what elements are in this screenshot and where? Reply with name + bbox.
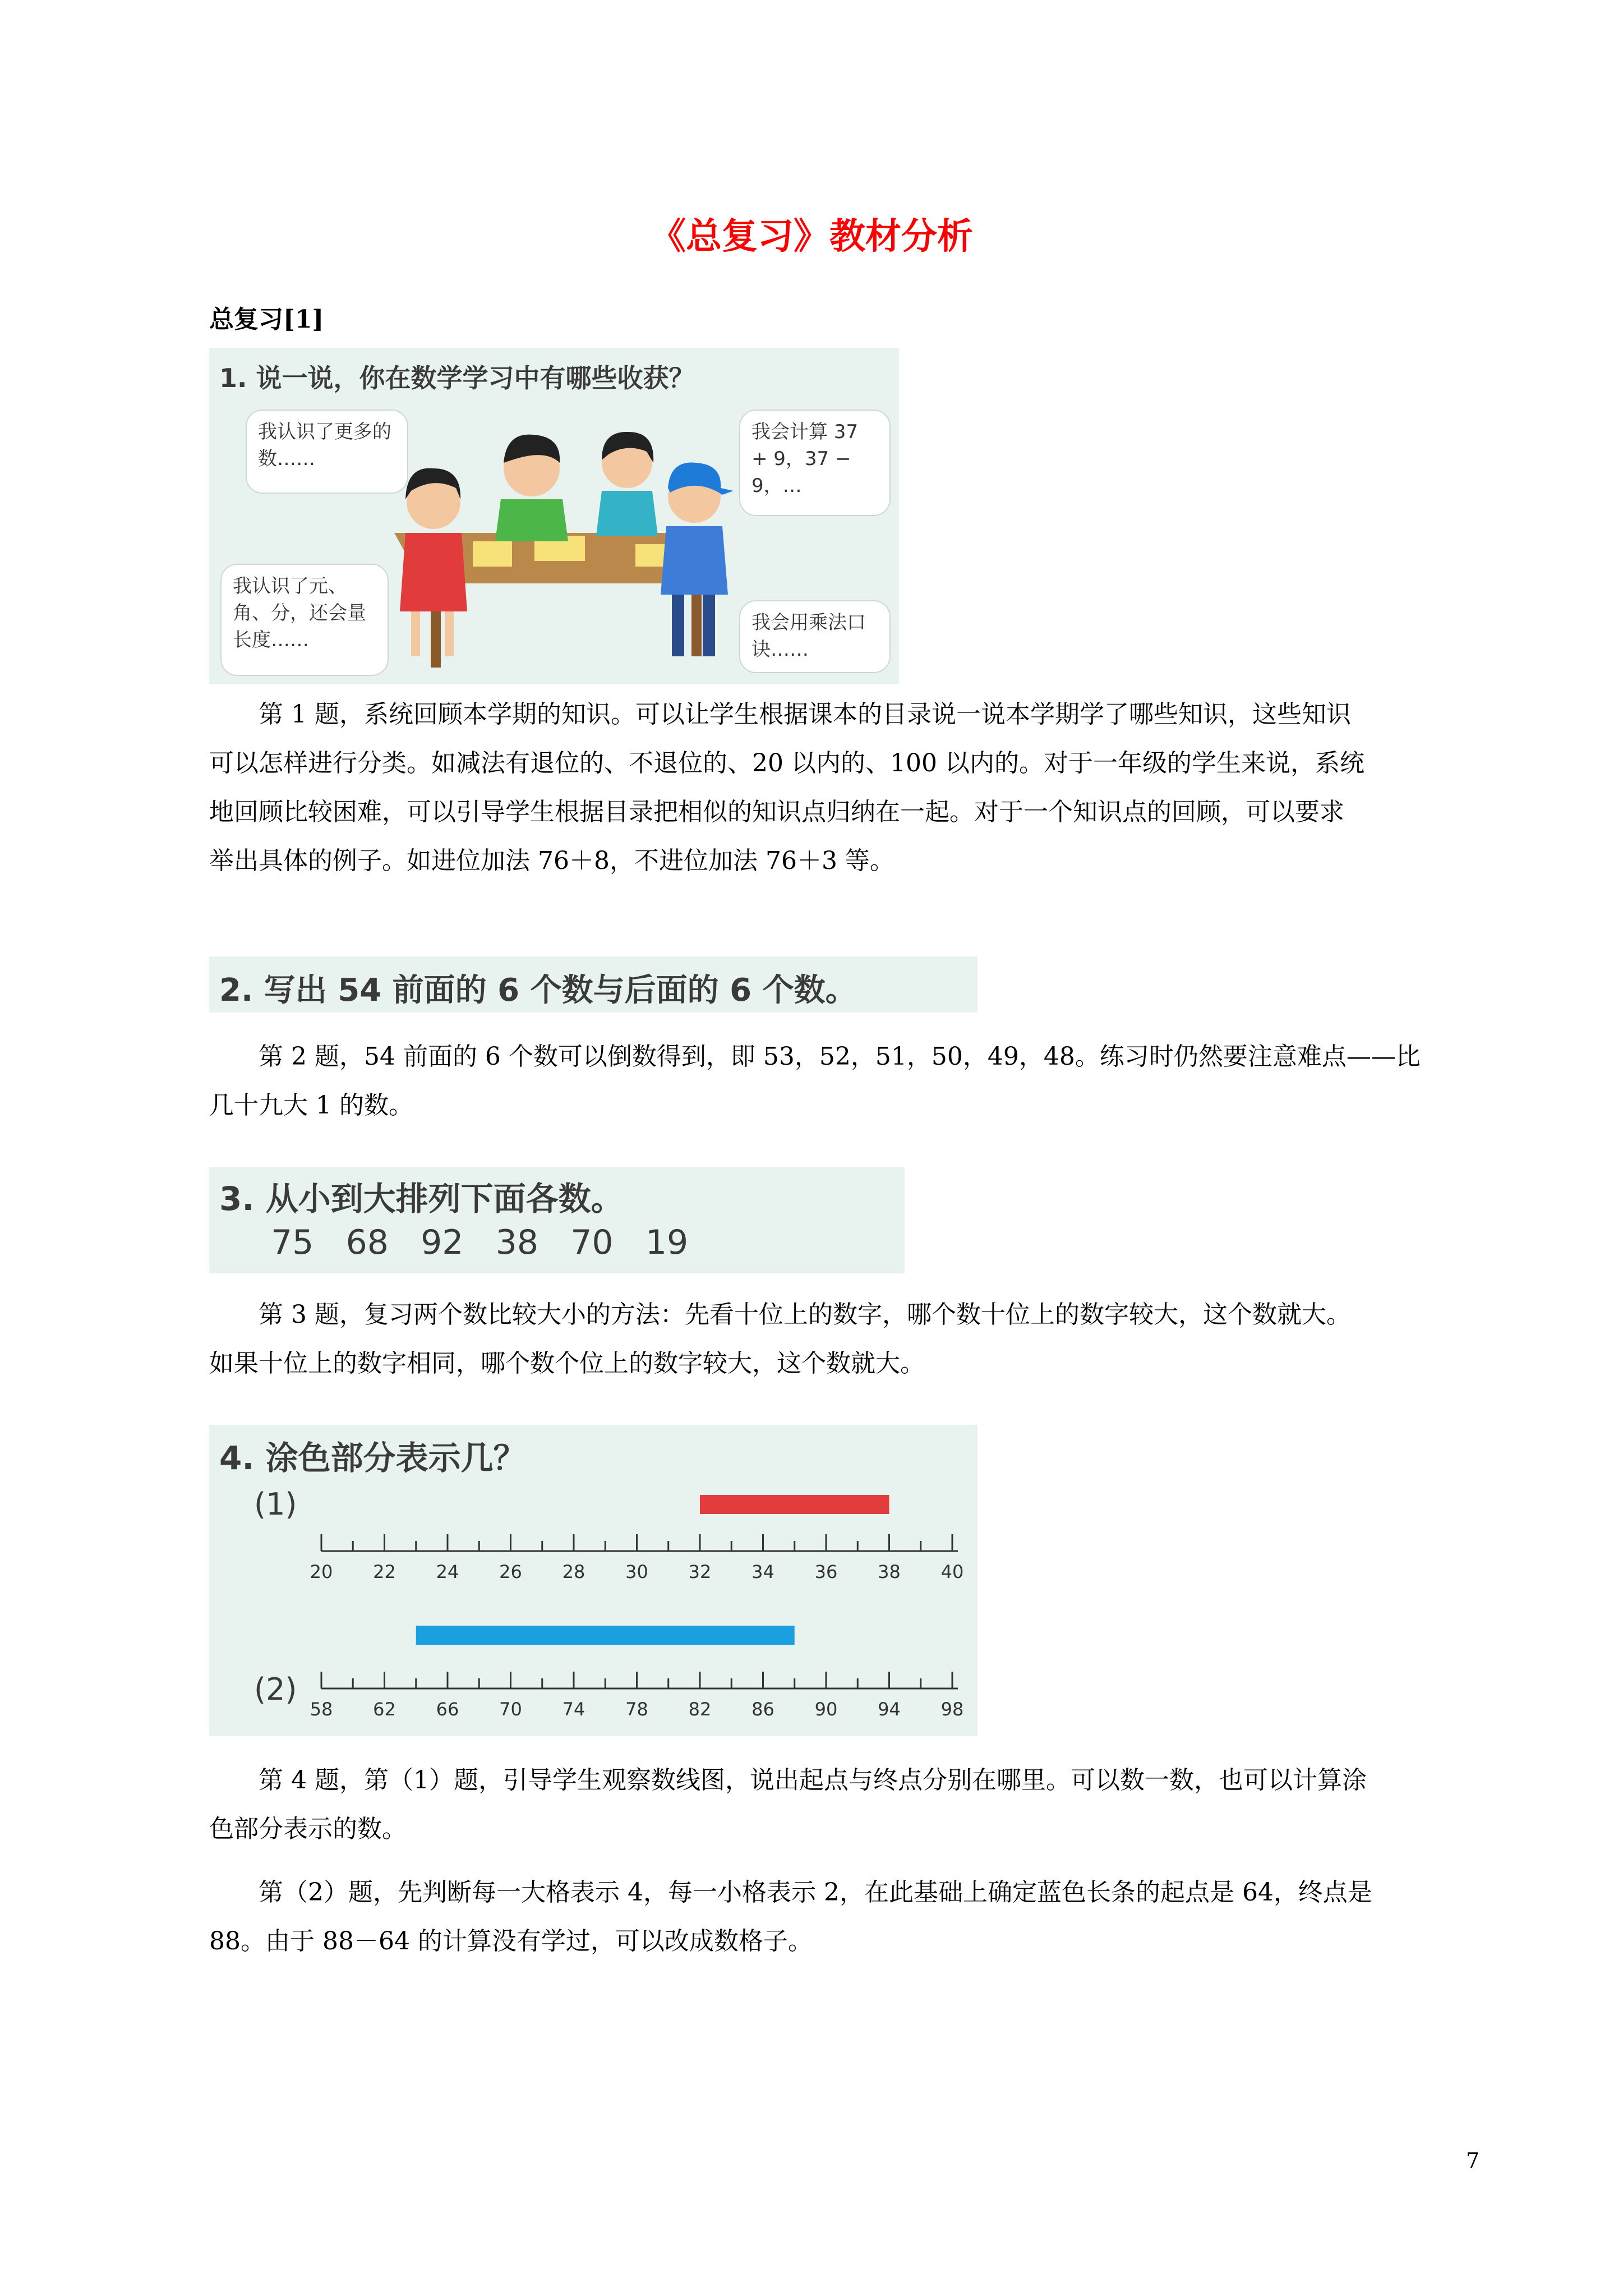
text-line: 可以怎样进行分类。如减法有退位的、不退位的、20 以内的、100 以内的。对于一年级的学生来说，系统 bbox=[209, 749, 1364, 777]
number-line-1-tick-label: 22 bbox=[373, 1561, 396, 1582]
number-line-1-tick-label: 24 bbox=[436, 1561, 459, 1582]
part-1-label: (1) bbox=[254, 1487, 297, 1522]
number-line-1-tick-label: 36 bbox=[814, 1561, 838, 1582]
q2-paragraph bbox=[209, 1032, 1488, 1130]
number-line-2-tick-label: 82 bbox=[688, 1699, 712, 1720]
number-line-2-tick-label: 70 bbox=[499, 1699, 522, 1720]
number-line-2-tick-label: 78 bbox=[625, 1699, 648, 1720]
speech-bubble-1: 我认识了更多的数…… bbox=[246, 409, 408, 494]
text-line: 第（2）题，先判断每一大格表示 4，每一小格表示 2，在此基础上确定蓝色长条的起点是 64，终点是 bbox=[259, 1878, 1372, 1907]
number-line-1-tick-label: 40 bbox=[940, 1561, 964, 1582]
q1-paragraph bbox=[209, 690, 1488, 885]
q3-paragraph bbox=[209, 1290, 1488, 1388]
speech-bubble-2: 我会计算 37 + 9，37 − 9，… bbox=[739, 409, 891, 516]
text-line: 第 1 题，系统回顾本学期的知识。可以让学生根据课本的目录说一说本学期学了哪些知识，这些知识 bbox=[259, 700, 1351, 729]
number-line-2-tick-label: 58 bbox=[310, 1699, 333, 1720]
speech-bubble-4: 我会用乘法口诀…… bbox=[739, 600, 891, 673]
text-line: 如果十位上的数字相同，哪个数个位上的数字较大，这个数就大。 bbox=[209, 1349, 925, 1378]
number-line-2-tick-label: 66 bbox=[436, 1699, 459, 1720]
text-line: 地回顾比较困难，可以引导学生根据目录把相似的知识点归纳在一起。对于一个知识点的回顾，可以要求 bbox=[209, 798, 1344, 826]
text-line: 第 4 题，第（1）题，引导学生观察数线图，说出起点与终点分别在哪里。可以数一数，也可以计算涂 bbox=[259, 1766, 1367, 1795]
number-line-2-tick-label: 98 bbox=[940, 1699, 964, 1720]
number-line-2-tick-label: 94 bbox=[878, 1699, 901, 1720]
q1-question: 1. 说一说，你在数学学习中有哪些收获？ bbox=[219, 363, 695, 393]
text-line: 色部分表示的数。 bbox=[209, 1815, 407, 1843]
page-title: 《总复习》教材分析 bbox=[650, 216, 973, 257]
q4-number-line-panel bbox=[209, 1425, 978, 1736]
number-line-1-tick-label: 28 bbox=[562, 1561, 585, 1582]
q3-question-panel bbox=[209, 1167, 905, 1273]
q4-question: 4. 涂色部分表示几？ bbox=[219, 1439, 526, 1477]
q4-paragraph-2 bbox=[209, 1868, 1488, 1966]
q2-question-panel bbox=[209, 956, 978, 1013]
section-label: 总复习[1] bbox=[209, 305, 324, 334]
number-line-2-shaded-bar bbox=[416, 1626, 795, 1645]
text-line: 88。由于 88－64 的计算没有学过，可以改成数格子。 bbox=[209, 1927, 813, 1955]
number-line-1-tick-label: 30 bbox=[625, 1561, 648, 1582]
part-2-label: (2) bbox=[254, 1672, 297, 1707]
text-line: 第 3 题，复习两个数比较大小的方法：先看十位上的数字，哪个数十位上的数字较大，这个数就大。 bbox=[259, 1300, 1351, 1329]
text-line: 举出具体的例子。如进位加法 76＋8，不进位加法 76＋3 等。 bbox=[209, 846, 895, 875]
number-line-1-tick-label: 32 bbox=[688, 1561, 712, 1582]
q3-numbers: 75 68 92 38 70 19 bbox=[271, 1223, 689, 1262]
q2-question: 2. 写出 54 前面的 6 个数与后面的 6 个数。 bbox=[219, 972, 857, 1009]
q1-illustration bbox=[209, 348, 899, 684]
number-line-2-tick-label: 62 bbox=[373, 1699, 396, 1720]
number-line-1-tick-label: 34 bbox=[751, 1561, 774, 1582]
number-line-2-tick-label: 74 bbox=[562, 1699, 585, 1720]
speech-bubble-3: 我认识了元、角、分，还会量长度…… bbox=[220, 564, 389, 676]
number-line-2-tick-label: 90 bbox=[814, 1699, 838, 1720]
number-line-1-tick-label: 20 bbox=[310, 1561, 333, 1582]
children-at-table-illustration bbox=[209, 348, 899, 684]
text-line: 第 2 题，54 前面的 6 个数可以倒数得到，即 53，52，51，50，49，48。练习时仍然要注意难点——比 bbox=[259, 1042, 1421, 1071]
q3-question: 3. 从小到大排列下面各数。 bbox=[219, 1180, 624, 1218]
q4-paragraph-1 bbox=[209, 1756, 1488, 1853]
number-line-1-tick-label: 26 bbox=[499, 1561, 522, 1582]
number-line-1-shaded-bar bbox=[700, 1495, 889, 1514]
number-lines bbox=[209, 1425, 978, 1736]
number-line-2-tick-label: 86 bbox=[751, 1699, 774, 1720]
number-line-1-tick-label: 38 bbox=[878, 1561, 901, 1582]
page-number: 7 bbox=[1465, 2148, 1479, 2173]
text-line: 几十九大 1 的数。 bbox=[209, 1091, 413, 1120]
